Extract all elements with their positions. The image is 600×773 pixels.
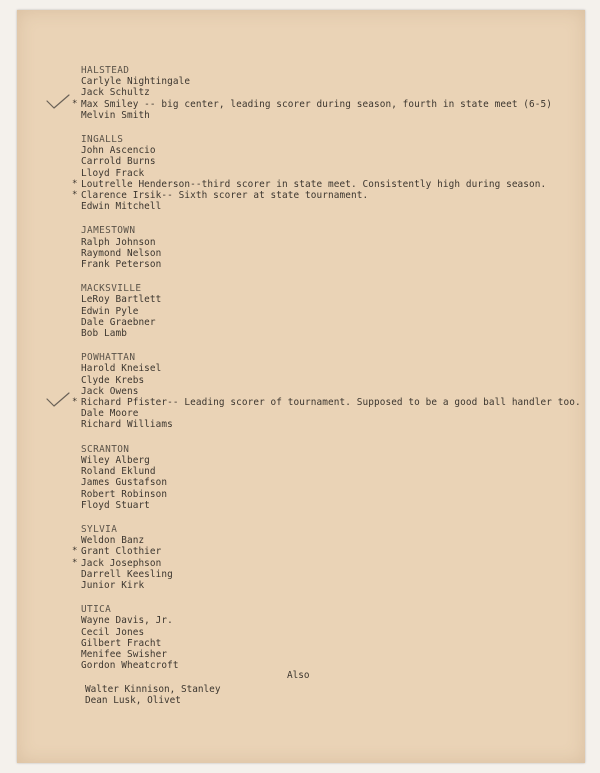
player-text: Richard Pfister-- Leading scorer of tournament. Supposed to be a good ball handler too. [81, 397, 581, 409]
section-jamestown [81, 225, 600, 270]
player-text: Edwin Mitchell [81, 201, 162, 213]
player-text: Cecil Jones [81, 626, 145, 638]
player-text: Menifee Swisher [81, 648, 168, 660]
player-text: Bob Lamb [81, 328, 127, 340]
player-line [81, 489, 600, 500]
player-line [81, 259, 600, 270]
also-line: Dean Lusk, Olivet [85, 695, 181, 707]
player-line [81, 168, 600, 179]
player-line [72, 546, 600, 558]
section-sylvia [72, 523, 600, 591]
section-heading: SCRANTON [81, 443, 130, 455]
player-text: Jack Schultz [81, 87, 150, 99]
checkmark-icon [45, 391, 71, 409]
asterisk-mark: * [72, 546, 78, 557]
player-text: Dale Moore [81, 408, 139, 420]
player-line [81, 110, 600, 121]
player-text: Darrell Keesling [81, 568, 173, 580]
player-text: Wiley Alberg [81, 454, 150, 466]
also-line: Walter Kinnison, Stanley [85, 684, 221, 695]
player-line [81, 649, 600, 660]
player-line [72, 190, 600, 202]
asterisk-mark: * [72, 98, 78, 109]
player-line [81, 386, 600, 397]
player-line [72, 397, 600, 409]
section-heading: HALSTEAD [81, 65, 130, 76]
player-line [81, 237, 600, 248]
player-text: Frank Peterson [81, 259, 162, 271]
section-scranton [81, 444, 600, 511]
player-line [81, 615, 600, 626]
section-macksville [81, 283, 600, 339]
player-text: Edwin Pyle [81, 305, 139, 317]
player-text: Ralph Johnson [81, 236, 156, 248]
player-line [81, 363, 600, 374]
player-line [81, 535, 600, 546]
player-line [81, 248, 600, 259]
player-text: Clyde Krebs [81, 374, 145, 386]
section-halstead [72, 65, 600, 121]
player-line [81, 466, 600, 477]
asterisk-mark: * [72, 557, 78, 568]
player-line [81, 569, 600, 580]
player-text: Loutrelle Henderson--third scorer in state meet. Consistently high during season. [81, 178, 547, 190]
player-line [81, 627, 600, 638]
section-heading: JAMESTOWN [81, 225, 136, 237]
player-text: Jack Josephson [81, 557, 162, 569]
checkmark-icon [45, 93, 71, 111]
player-line [81, 408, 600, 419]
player-text: Weldon Banz [81, 535, 145, 547]
section-heading: UTICA [81, 604, 112, 616]
player-line [81, 375, 600, 386]
player-line [72, 98, 600, 110]
player-text: Gordon Wheatcroft [81, 660, 179, 672]
player-text: Wayne Davis, Jr. [81, 615, 173, 627]
also-list [85, 684, 220, 706]
team-roster-list [72, 65, 600, 684]
player-text: Melvin Smith [81, 109, 150, 121]
player-line [81, 306, 600, 317]
player-text: Max Smiley -- big center, leading scorer during season, fourth in state meet (6-5) [81, 98, 553, 110]
document-page [17, 10, 585, 763]
player-line [81, 477, 600, 488]
player-line [81, 580, 600, 591]
section-powhattan [72, 352, 600, 431]
player-text: Floyd Stuart [81, 499, 150, 511]
player-line [81, 145, 600, 156]
player-line [81, 455, 600, 466]
section-heading: MACKSVILLE [81, 283, 142, 295]
player-line [81, 76, 600, 87]
asterisk-mark: * [72, 178, 78, 189]
player-text: Grant Clothier [81, 546, 162, 558]
player-text: Raymond Nelson [81, 247, 162, 259]
player-line [81, 294, 600, 305]
player-line [81, 500, 600, 511]
player-text: Robert Robinson [81, 488, 168, 500]
section-heading: SYLVIA [81, 523, 118, 535]
also-label: Also [287, 670, 310, 681]
asterisk-mark: * [72, 397, 78, 408]
player-line [81, 317, 600, 328]
player-text: LeRoy Bartlett [81, 294, 162, 306]
section-heading: INGALLS [81, 134, 124, 146]
player-line [81, 419, 600, 430]
asterisk-mark: * [72, 190, 78, 201]
player-text: Harold Kneisel [81, 363, 162, 375]
player-text: Lloyd Frack [81, 167, 145, 179]
player-text: Jack Owens [81, 385, 139, 397]
section-utica [81, 604, 600, 671]
player-line [72, 178, 600, 190]
player-text: Junior Kirk [81, 579, 145, 591]
player-text: Richard Williams [81, 419, 173, 431]
player-text: John Ascencio [81, 145, 156, 157]
player-line [81, 201, 600, 212]
section-heading: POWHATTAN [81, 352, 136, 364]
player-line [81, 156, 600, 167]
player-text: Carlyle Nightingale [81, 76, 191, 88]
player-line [72, 557, 600, 569]
player-text: Roland Eklund [81, 466, 156, 478]
player-text: Carrold Burns [81, 156, 156, 168]
player-line [81, 638, 600, 649]
section-ingalls [72, 134, 600, 213]
player-text: Gilbert Fracht [81, 637, 162, 649]
player-text: James Gustafson [81, 477, 168, 489]
player-line [81, 660, 600, 671]
player-line [81, 328, 600, 339]
player-text: Clarence Irsik-- Sixth scorer at state tournament. [81, 190, 369, 202]
player-line [81, 87, 600, 98]
player-text: Dale Graebner [81, 316, 156, 328]
